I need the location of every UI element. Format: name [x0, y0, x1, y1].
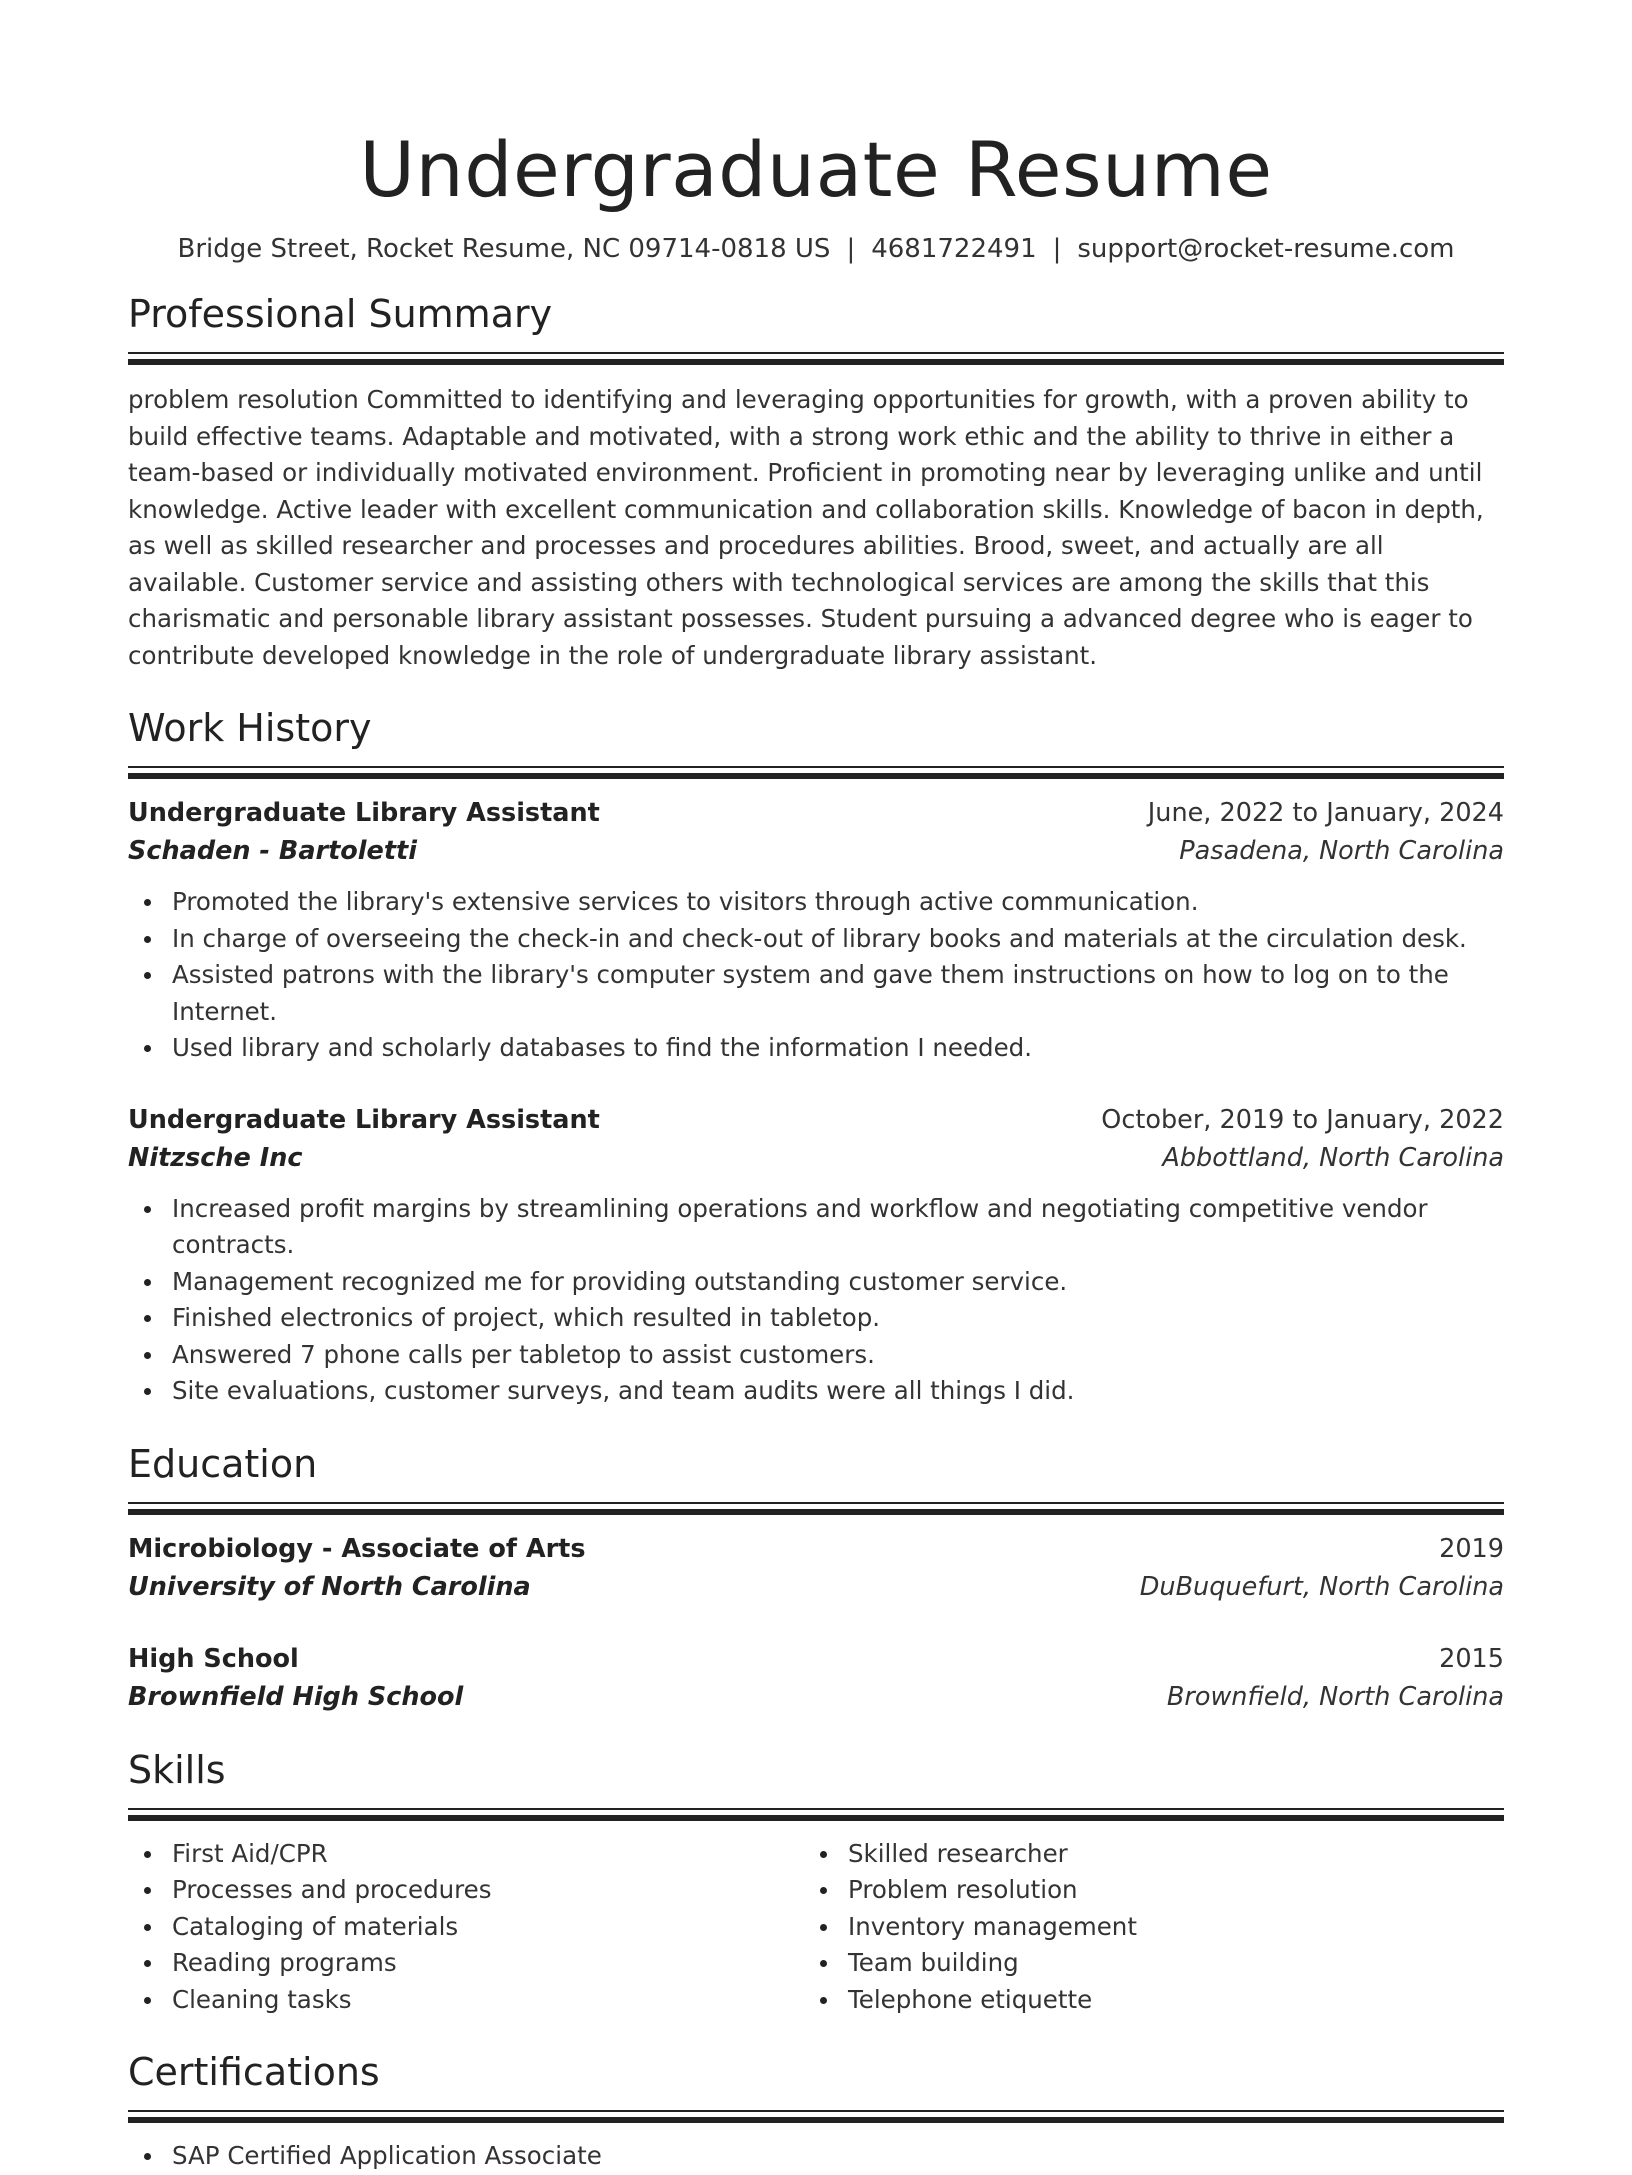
- job-duty: Used library and scholarly databases to find the information I needed.: [128, 1030, 1504, 1067]
- resume-name: Undergraduate Resume: [359, 125, 1273, 214]
- contact-phone: 4681722491: [871, 234, 1037, 264]
- section-title-education: Education: [128, 1441, 318, 1486]
- education-section: [128, 1440, 1504, 1716]
- skill-item: Team building: [804, 1945, 1480, 1982]
- skill-item: Inventory management: [804, 1909, 1480, 1946]
- resume-page: [128, 0, 1504, 2175]
- work-section: [128, 704, 1504, 1410]
- contact-email: support@rocket-resume.com: [1077, 234, 1455, 264]
- job-entry: [128, 794, 1504, 1067]
- section-title-summary: Professional Summary: [128, 292, 553, 336]
- education-school: Brownfield High School: [128, 1681, 464, 1712]
- education-location: Brownfield, North Carolina: [1166, 1681, 1504, 1712]
- job-company: Schaden - Bartoletti: [128, 836, 417, 866]
- section-title-certifications: Certifications: [128, 2050, 380, 2094]
- job-location: Pasadena, North Carolina: [1179, 836, 1504, 866]
- job-location: Abbottland, North Carolina: [1162, 1142, 1504, 1173]
- job-dates: October, 2019 to January, 2022: [1101, 1104, 1504, 1135]
- job-duty: In charge of overseeing the check-in and check-out of library books and materials at the circulation desk.: [128, 921, 1504, 958]
- skills-list-left: [128, 1836, 804, 2019]
- job-duties: [128, 884, 1504, 1067]
- job-duty: Finished electronics of project, which resulted in tabletop.: [128, 1300, 1504, 1337]
- job-duties: [128, 1191, 1504, 1410]
- certification-item: SAP Certified Application Associate: [128, 2138, 1504, 2175]
- education-degree: Microbiology - Associate of Arts: [128, 1533, 586, 1564]
- certifications-section: [128, 2048, 1504, 2175]
- section-divider: [128, 2110, 1504, 2124]
- section-divider: [128, 1808, 1504, 1822]
- job-duty: Promoted the library's extensive services to visitors through active communication.: [128, 884, 1504, 921]
- education-school: University of North Carolina: [128, 1571, 531, 1602]
- job-position: Undergraduate Library Assistant: [128, 798, 600, 828]
- job-duty: Management recognized me for providing outstanding customer service.: [128, 1264, 1504, 1301]
- job-duty: Answered 7 phone calls per tabletop to assist customers.: [128, 1337, 1504, 1374]
- skill-item: First Aid/CPR: [128, 1836, 804, 1873]
- job-duty: Site evaluations, customer surveys, and team audits were all things I did.: [128, 1373, 1504, 1410]
- job-entry: [128, 1101, 1504, 1410]
- education-degree: High School: [128, 1643, 299, 1674]
- skills-section: [128, 1746, 1504, 2019]
- summary-section: [128, 290, 1504, 674]
- education-entry: [128, 1530, 1504, 1606]
- job-duty: Increased profit margins by streamlining operations and workflow and negotiating competitive vendor contracts.: [128, 1191, 1504, 1264]
- contact-separator: |: [846, 234, 856, 264]
- section-title-work: Work History: [128, 706, 372, 750]
- contact-line: [128, 232, 1504, 266]
- education-entry: [128, 1640, 1504, 1716]
- skill-item: Cataloging of materials: [128, 1909, 804, 1946]
- section-divider: [128, 1502, 1504, 1516]
- skill-item: Skilled researcher: [804, 1836, 1480, 1873]
- contact-separator: |: [1052, 234, 1062, 264]
- certifications-list: [128, 2138, 1504, 2175]
- education-year: 2015: [1439, 1643, 1504, 1674]
- skills-list-right: [804, 1836, 1480, 2019]
- job-duty: Assisted patrons with the library's computer system and gave them instructions on how to log on to the Internet.: [128, 957, 1504, 1030]
- job-dates: June, 2022 to January, 2024: [1147, 798, 1504, 828]
- section-divider: [128, 766, 1504, 780]
- job-company: Nitzsche Inc: [128, 1142, 303, 1173]
- education-location: DuBuquefurt, North Carolina: [1139, 1571, 1504, 1602]
- education-year: 2019: [1439, 1533, 1504, 1564]
- section-title-skills: Skills: [128, 1747, 226, 1792]
- contact-address: Bridge Street, Rocket Resume, NC 09714-0818 US: [177, 234, 831, 264]
- skill-item: Processes and procedures: [128, 1872, 804, 1909]
- skill-item: Problem resolution: [804, 1872, 1480, 1909]
- skill-item: Reading programs: [128, 1945, 804, 1982]
- skill-item: Telephone etiquette: [804, 1982, 1480, 2019]
- job-position: Undergraduate Library Assistant: [128, 1104, 600, 1135]
- section-divider: [128, 352, 1504, 366]
- summary-text: problem resolution Committed to identifying and leveraging opportunities for growth, with a proven ability to build effective teams. Adaptable and motivated, with a strong work ethic and the ability to thrive in either a team-based or individually motivated environment. Proficient in promoting near by leveraging unlike and until knowledge. Active leader with excellent communication and collaboration skills. Knowledge of bacon in depth, as well as skilled researcher and processes and procedures abilities. Brood, sweet, and actually are all available. Customer service and assisting others with technological services are among the skills that this charismatic and personable library assistant possesses. Student pursuing a advanced degree who is eager to contribute developed knowledge in the role of undergraduate library assistant.: [128, 385, 1484, 670]
- skills-columns: [128, 1836, 1504, 2019]
- skill-item: Cleaning tasks: [128, 1982, 804, 2019]
